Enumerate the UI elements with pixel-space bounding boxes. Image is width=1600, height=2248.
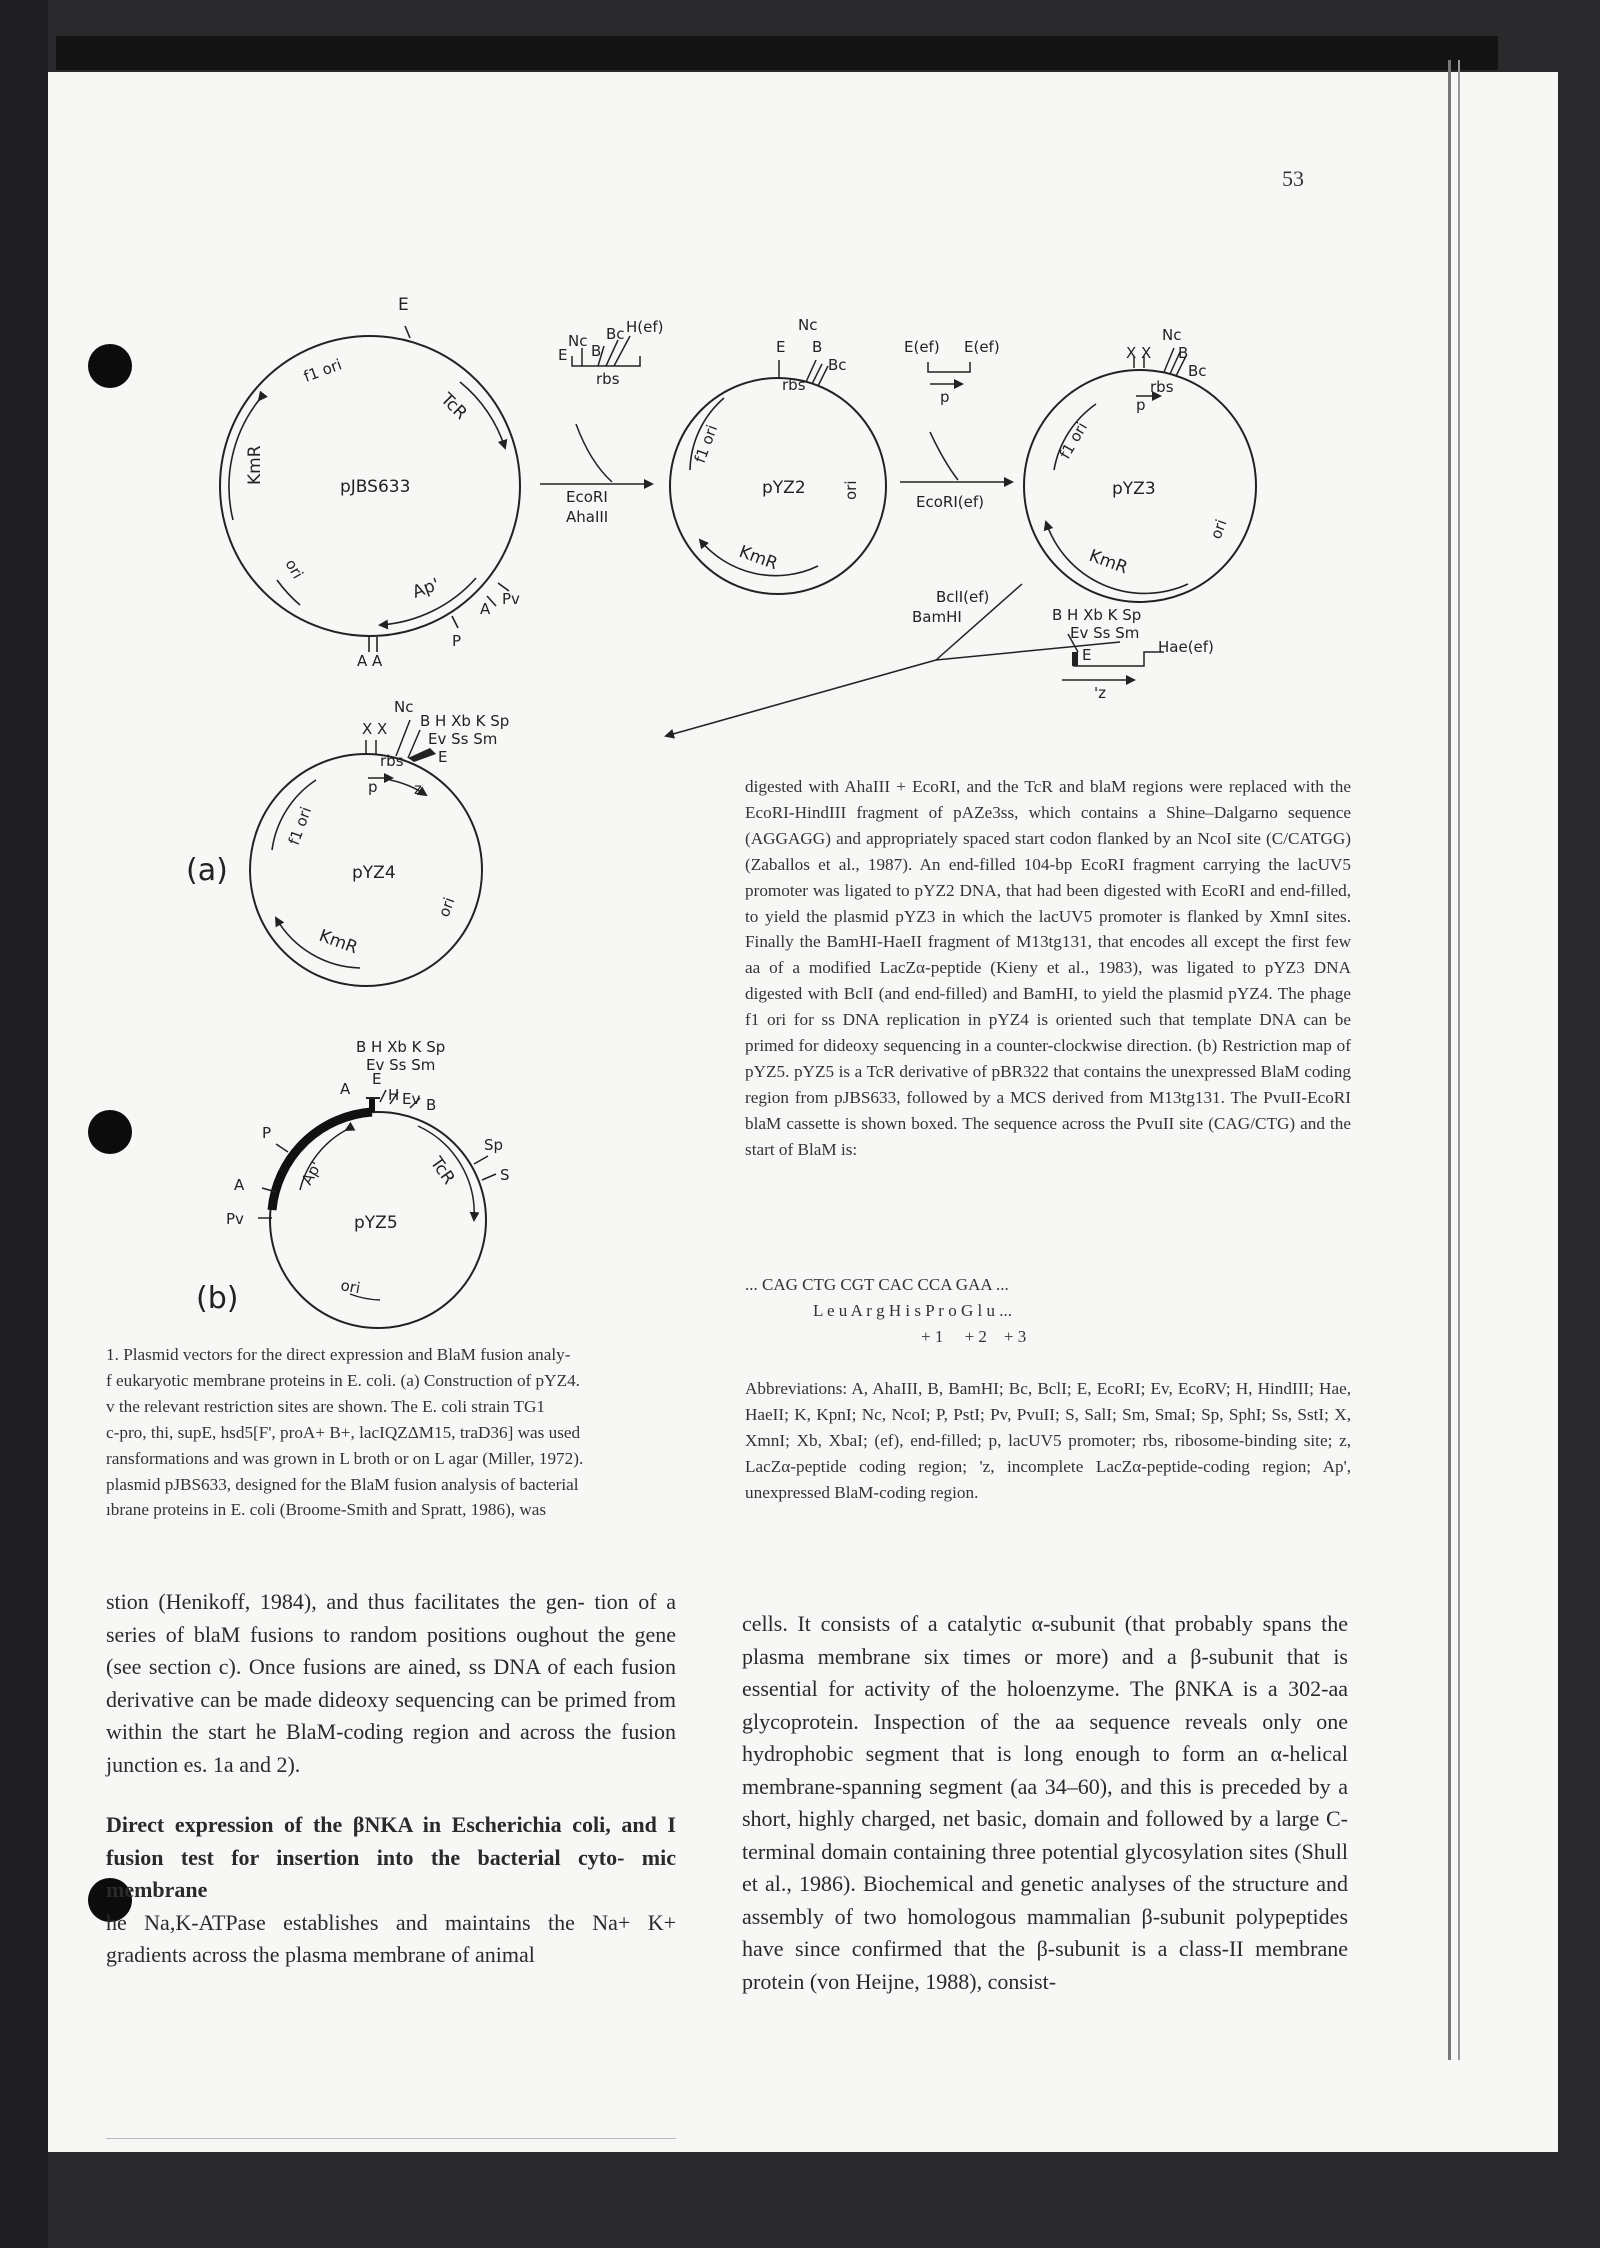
frag3-label-0: B H Xb K Sp bbox=[1052, 606, 1142, 624]
pyz2-label-4: rbs bbox=[782, 376, 806, 394]
step3-enzyme-0: BclI(ef) bbox=[936, 588, 990, 606]
frag1-label-1: Bc bbox=[606, 325, 625, 343]
dna-sequence: ... CAG CTG CGT CAC CCA GAA ... bbox=[745, 1275, 1009, 1294]
frag3-label-4: 'z bbox=[1094, 684, 1106, 702]
body-right-paragraph: cells. It consists of a catalytic α-subunit (that probably spans the plasma membrane six times or more) and a β-subunit that is essential for activity of the holoenzyme. The βNKA is a 302-aa glycoprotein. Inspection of the aa sequence reveals only one hydrophobic segment that is long enough to form an α-helical membrane-spanning segment (aa 34–60), and this is preceded by a short, highly charged, net basic, domain and followed by a large C-terminal domain containing three potential glycosylation sites (Shull et al., 1986). Biochemical and genetic analyses of the structure and assembly of two homologous mammalian β-subunit polypeptides have since confirmed that the β-subunit is a class-II membrane protein (von Heijne, 1988), consist- bbox=[742, 1611, 1348, 1994]
pyz5-label-10: A bbox=[234, 1176, 245, 1194]
pjbs633-label-6: Pv bbox=[502, 590, 520, 608]
pyz3-label-7: ori bbox=[1206, 516, 1231, 542]
panel-a-label: (a) bbox=[186, 853, 228, 888]
pyz3-label-1: X X bbox=[1126, 344, 1152, 362]
pyz3-label-8: KmR bbox=[1086, 545, 1131, 579]
pjbs633-name: pJBS633 bbox=[340, 477, 411, 497]
pyz5-name: pYZ5 bbox=[354, 1213, 398, 1233]
frag1-label-4: B bbox=[591, 342, 602, 360]
panel-b-label: (b) bbox=[196, 1281, 239, 1316]
pjbs633-label-1: f1 ori bbox=[301, 355, 345, 386]
pyz4-label-8: f1 ori bbox=[284, 804, 316, 848]
pyz4-label-10: KmR bbox=[316, 925, 361, 959]
frag1-label-3: E bbox=[558, 346, 568, 364]
fragment-3 bbox=[1052, 606, 1214, 702]
pyz2-label-5: f1 ori bbox=[690, 422, 722, 466]
pyz3-label-3: Bc bbox=[1188, 362, 1207, 380]
pyz2-name: pYZ2 bbox=[762, 478, 806, 498]
pyz3-label-2: B bbox=[1178, 344, 1189, 362]
frag2-label-2: p bbox=[940, 388, 950, 406]
pyz5-label-11: Pv bbox=[226, 1210, 244, 1228]
footnote-rule bbox=[106, 2138, 676, 2139]
pyz4-label-6: p bbox=[368, 778, 378, 796]
caption-left-line: ıbrane proteins in E. coli (Broome-Smith and Spratt, 1986), was bbox=[106, 1500, 547, 1520]
protein-sequence: L e u A r g H i s P r o G l u ... bbox=[813, 1301, 1012, 1320]
frag1-label-2: H(ef) bbox=[626, 318, 664, 336]
step1-arrow bbox=[540, 424, 652, 526]
step1-enzyme-1: AhaIII bbox=[566, 508, 609, 526]
figure-caption-right bbox=[745, 774, 1351, 1163]
frag2-label-1: E(ef) bbox=[964, 338, 1000, 356]
pyz2-label-6: ori bbox=[842, 480, 860, 500]
pyz3-label-0: Nc bbox=[1162, 326, 1182, 344]
pyz4-label-9: ori bbox=[434, 894, 459, 920]
pyz5-label-4: H bbox=[388, 1086, 400, 1104]
body-column-right bbox=[742, 1586, 1348, 2020]
pyz5-label-13: TcR bbox=[425, 1153, 459, 1189]
pyz3-label-5: p bbox=[1136, 396, 1146, 414]
pjbs633-label-7: A bbox=[480, 600, 491, 618]
abbreviations: Abbreviations: A, AhaIII, B, BamHI; Bc, BclI; E, EcoRI; Ev, EcoRV; H, HindIII; Hae, HaeII; K, KpnI; Nc, NcoI; P, PstI; Pv, PvuII; S, SalI; Sm, SmaI; Sp, SphI; Ss, SstI; X, XmnI; Xb, XbaI; (ef), end-filled; p, lacUV5 promoter; rbs, ribosome-binding site; z, LacZα-peptide coding region; 'z, incomplete LacZα-peptide-coding region; Ap', unexpressed BlaM-coding region. bbox=[745, 1379, 1351, 1502]
pyz5-label-14: ori bbox=[339, 1276, 362, 1298]
frag3-label-2: E bbox=[1082, 646, 1092, 664]
frag1-label-5: rbs bbox=[596, 370, 620, 388]
fragment-1 bbox=[558, 318, 664, 388]
frag1-label-0: Nc bbox=[568, 332, 588, 350]
body-column-left bbox=[106, 1586, 676, 1972]
plasmid-pjbs633 bbox=[220, 295, 520, 670]
step2-enzyme-0: EcoRI(ef) bbox=[916, 493, 984, 511]
caption-left-line: ransformations and was grown in L broth or on L agar (Miller, 1972). bbox=[106, 1448, 584, 1468]
page-number: 53 bbox=[1282, 166, 1304, 191]
pjbs633-label-9: A A bbox=[357, 652, 383, 670]
caption-left-line: 1. Plasmid vectors for the direct expression and BlaM fusion analy- bbox=[106, 1345, 571, 1364]
pyz3-name: pYZ3 bbox=[1112, 479, 1156, 499]
pyz2-label-7: KmR bbox=[736, 541, 781, 575]
caption-left-line: v the relevant restriction sites are shown. The E. coli strain TG1 bbox=[106, 1396, 545, 1416]
pyz4-label-1: X X bbox=[362, 720, 388, 738]
plasmid-pyz4 bbox=[250, 698, 509, 986]
pjbs633-label-0: E bbox=[398, 295, 409, 315]
pyz5-label-0: B H Xb K Sp bbox=[356, 1038, 446, 1056]
frag2-label-0: E(ef) bbox=[904, 338, 940, 356]
pyz5-label-9: P bbox=[262, 1124, 272, 1142]
pyz4-label-4: E bbox=[438, 748, 448, 766]
pyz3-label-4: rbs bbox=[1150, 378, 1174, 396]
caption-left-line: c-pro, thi, supE, hsd5[F', proA+ B+, lacIQZΔM15, traD36] was used bbox=[106, 1422, 581, 1442]
pyz4-label-2: B H Xb K Sp bbox=[420, 712, 510, 730]
plasmid-pyz2 bbox=[670, 316, 886, 594]
pyz5-label-12: Ap' bbox=[297, 1158, 326, 1188]
body-left-paragraph-1: stion (Henikoff, 1984), and thus facilitates the gen- tion of a series of blaM fusions to random positions oughout the gene (see section c). Once fusions are ained, ss DNA of each fusion derivative can be made dideoxy sequencing can be primed from within the start he BlaM-coding region and across the fusion junction es. 1a and 2). bbox=[106, 1589, 676, 1777]
pyz5-label-6: B bbox=[426, 1096, 437, 1114]
pjbs633-label-8: P bbox=[452, 632, 462, 650]
body-left-paragraph-2: he Na,K-ATPase establishes and maintains the Na+ K+ gradients across the plasma membrane of animal bbox=[106, 1909, 676, 1967]
figure-caption-left bbox=[106, 1342, 680, 1523]
pjbs633-label-3: KmR bbox=[245, 445, 265, 485]
sequence-block bbox=[745, 1272, 1145, 1350]
fragment-2 bbox=[904, 338, 1000, 406]
pyz4-label-3: Ev Ss Sm bbox=[428, 730, 498, 748]
pyz4-name: pYZ4 bbox=[352, 863, 396, 883]
pyz5-label-3: E bbox=[372, 1070, 382, 1088]
pyz3-label-6: f1 ori bbox=[1055, 419, 1092, 462]
frag3-label-1: Ev Ss Sm bbox=[1070, 624, 1140, 642]
pyz4-label-0: Nc bbox=[394, 698, 414, 716]
pyz2-label-1: E bbox=[776, 338, 786, 356]
step1-enzyme-0: EcoRI bbox=[566, 488, 608, 506]
pyz5-label-2: A bbox=[340, 1080, 351, 1098]
caption-right-text: digested with AhaIII + EcoRI, and the TcR and blaM regions were replaced with the EcoRI-HindIII fragment of pAZe3ss, which contains a Shine–Dalgarno sequence (AGGAGG) and appropriately spaced start codon flanked by an NcoI site (C/CATGG) (Zaballos et al., 1987). An end-filled 104-bp EcoRI fragment carrying the lacUV5 promoter was ligated to pYZ2 DNA, that had been digested with EcoRI and end-filled, to yield the plasmid pYZ3 in which the lacUV5 promoter is flanked by XmnI sites. Finally the BamHI-HaeII fragment of M13tg131, that encodes all except the first few aa of a modified LacZα-peptide (Kieny et al., 1983), was ligated to pYZ3 DNA digested with BclI (and end-filled) and BamHI, to yield the plasmid pYZ4. The phage f1 ori for ss DNA replication in pYZ4 is oriented such that template DNA can be primed for dideoxy sequencing in a counter-clockwise direction. (b) Restriction map of pYZ5. pYZ5 is a TcR derivative of pBR322 that contains the unexpressed BlaM coding region from pJBS633, followed by a MCS derived from M13tg131. The PvuII-EcoRI blaM cassette is shown boxed. The sequence across the PvuII site (CAG/CTG) and the start of BlaM is: bbox=[745, 777, 1351, 1159]
pjbs633-label-2: TcR bbox=[436, 389, 471, 424]
caption-left-line: plasmid pJBS633, designed for the BlaM fusion analysis of bacterial bbox=[106, 1474, 579, 1494]
step3-enzyme-1: BamHI bbox=[912, 608, 962, 626]
pyz2-label-3: Bc bbox=[828, 356, 847, 374]
pyz5-label-5: Ev bbox=[402, 1090, 421, 1108]
plasmid-pyz3 bbox=[1024, 326, 1256, 602]
caption-left-line: f eukaryotic membrane proteins in E. coli. (a) Construction of pYZ4. bbox=[106, 1370, 580, 1390]
pyz5-label-8: S bbox=[500, 1166, 510, 1184]
pyz5-label-1: Ev Ss Sm bbox=[366, 1056, 436, 1074]
pyz4-label-7: z bbox=[414, 780, 422, 798]
frag3-label-3: Hae(ef) bbox=[1158, 638, 1214, 656]
pjbs633-label-5: Ap' bbox=[409, 574, 443, 603]
pyz4-label-5: rbs bbox=[380, 752, 404, 770]
pyz2-label-0: Nc bbox=[798, 316, 818, 334]
pyz2-label-2: B bbox=[812, 338, 823, 356]
pjbs633-label-4: ori bbox=[281, 556, 307, 582]
pyz5-label-7: Sp bbox=[484, 1136, 504, 1154]
plasmid-pyz5 bbox=[226, 1038, 510, 1328]
section-heading: Direct expression of the βNKA in Escherichia coli, and I fusion test for insertion into the bacterial cyto- mic membrane bbox=[106, 1812, 676, 1902]
step2-arrow bbox=[900, 432, 1012, 511]
residue-numbers: + 1 + 2 + 3 bbox=[921, 1327, 1027, 1346]
